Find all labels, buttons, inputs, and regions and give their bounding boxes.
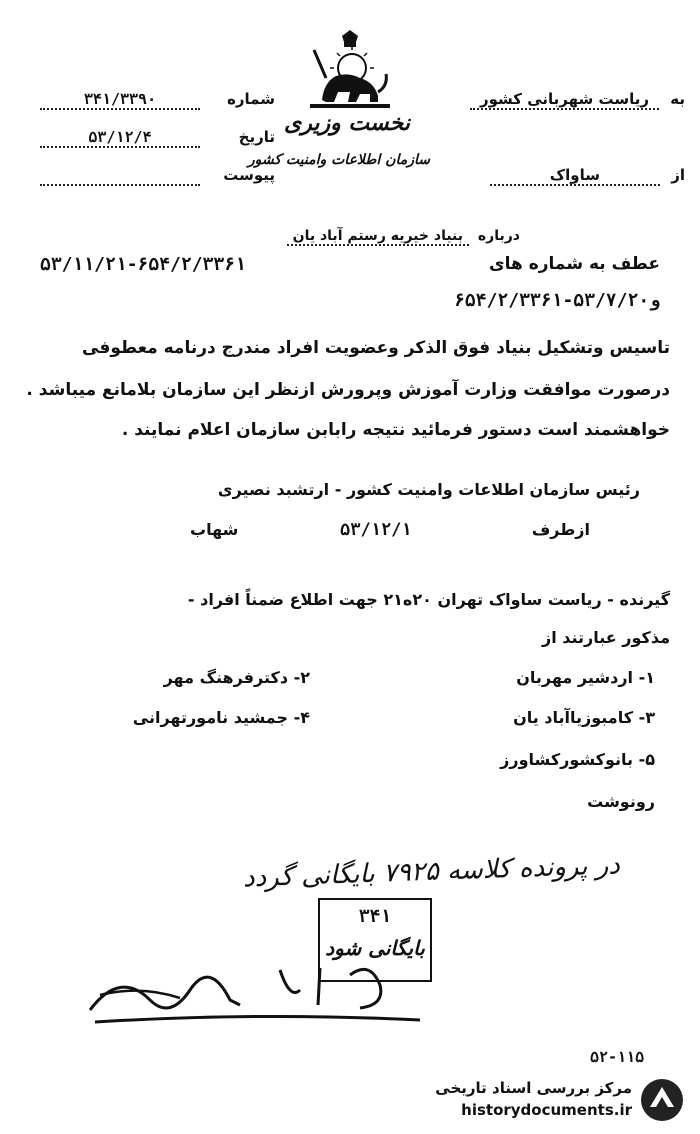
reference-label: عطف به شماره های	[489, 254, 660, 274]
number-row	[40, 90, 275, 114]
person-2: ۲- دکترفرهنگ مهر	[163, 668, 310, 687]
person-4: ۴- جمشید نامورتهرانی	[132, 708, 310, 727]
handwritten-note: در پرونده کلاسه ۷۹۲۵ بایگانی گردد	[242, 850, 621, 894]
reference-number-1: ۵۳/۱۱/۲۱-۶۵۴/۲/۳۳۶۱	[40, 254, 246, 275]
behalf-label: ازطرف	[531, 520, 590, 539]
recipients-line-2: مذکور عبارتند از	[542, 628, 670, 647]
lion-and-sun-emblem-icon	[300, 30, 400, 110]
number-value: ۳۴۱/۳۳۹۰	[40, 90, 200, 110]
subject-label: درباره	[477, 228, 520, 244]
from-label: از	[671, 166, 685, 184]
recipients-line-1: گیرنده - ریاست ساواک تهران ۲۰ه۲۱ جهت اطلاع ضمناً افراد -	[187, 590, 670, 609]
body-line-3: خواهشمند است دستور فرمائید نتیجه رابابن سازمان اعلام نمایند .	[121, 420, 670, 440]
watermark-title: مرکز بررسی اسناد تاریخی	[435, 1079, 632, 1097]
stamp-text: بایگانی شود	[325, 936, 425, 960]
person-1: ۱- اردشیر مهربان	[516, 668, 655, 687]
person-3: ۳- کامبوزیاآباد یان	[513, 708, 655, 727]
reference-line-2: و۵۳/۷/۲۰-۶۵۴/۲/۳۳۶۱	[454, 290, 660, 311]
subject-value: بنیاد خیریه رستم آباد یان	[287, 228, 469, 246]
watermark	[420, 1075, 690, 1125]
signature-title: رئیس سازمان اطلاعات وامنیت کشور - ارتشبد نصیری	[217, 480, 640, 499]
body-line-1: تاسیس وتشکیل بنیاد فوق الذکر وعضویت افراد مندرج درنامه معطوفی	[82, 338, 670, 358]
copy-label: رونوشت	[587, 792, 655, 811]
date-label: تاریخ	[238, 128, 275, 146]
behalf-date: ۵۳/۱۲/۱	[340, 520, 412, 540]
to-label: به	[670, 90, 685, 108]
watermark-logo-icon	[638, 1077, 686, 1123]
to-value: ریاست شهربانی کشور	[470, 90, 659, 110]
stamp-number: ۳۴۱	[358, 906, 392, 927]
page-code: ۵۲-۱۱۵	[590, 1048, 645, 1066]
to-row	[435, 90, 685, 114]
handwritten-signature-icon	[80, 950, 440, 1030]
attachment-dots	[40, 166, 200, 186]
attachment-row	[40, 166, 275, 190]
reference-line-1	[40, 254, 660, 280]
emblem	[284, 30, 410, 150]
date-value: ۵۳/۱۲/۴	[40, 128, 200, 148]
body-line-2: درصورت موافقت وزارت آموزش وپرورش ازنظر این سازمان بلامانع میباشد .	[26, 380, 670, 400]
org-title: نخست وزیری	[284, 110, 410, 136]
from-value: ساواک	[490, 166, 660, 186]
subject-row	[200, 228, 520, 244]
signer-name: شهاب	[190, 520, 239, 539]
watermark-url: historydocuments.ir	[461, 1101, 632, 1119]
from-row	[435, 166, 685, 190]
attachment-label: پیوست	[223, 166, 275, 184]
date-row	[40, 128, 275, 152]
number-label: شماره	[227, 90, 275, 108]
person-5: ۵- بانوکشورکشاورز	[500, 750, 655, 769]
org-subtitle: سازمان اطلاعات وامنیت کشور	[247, 152, 430, 168]
